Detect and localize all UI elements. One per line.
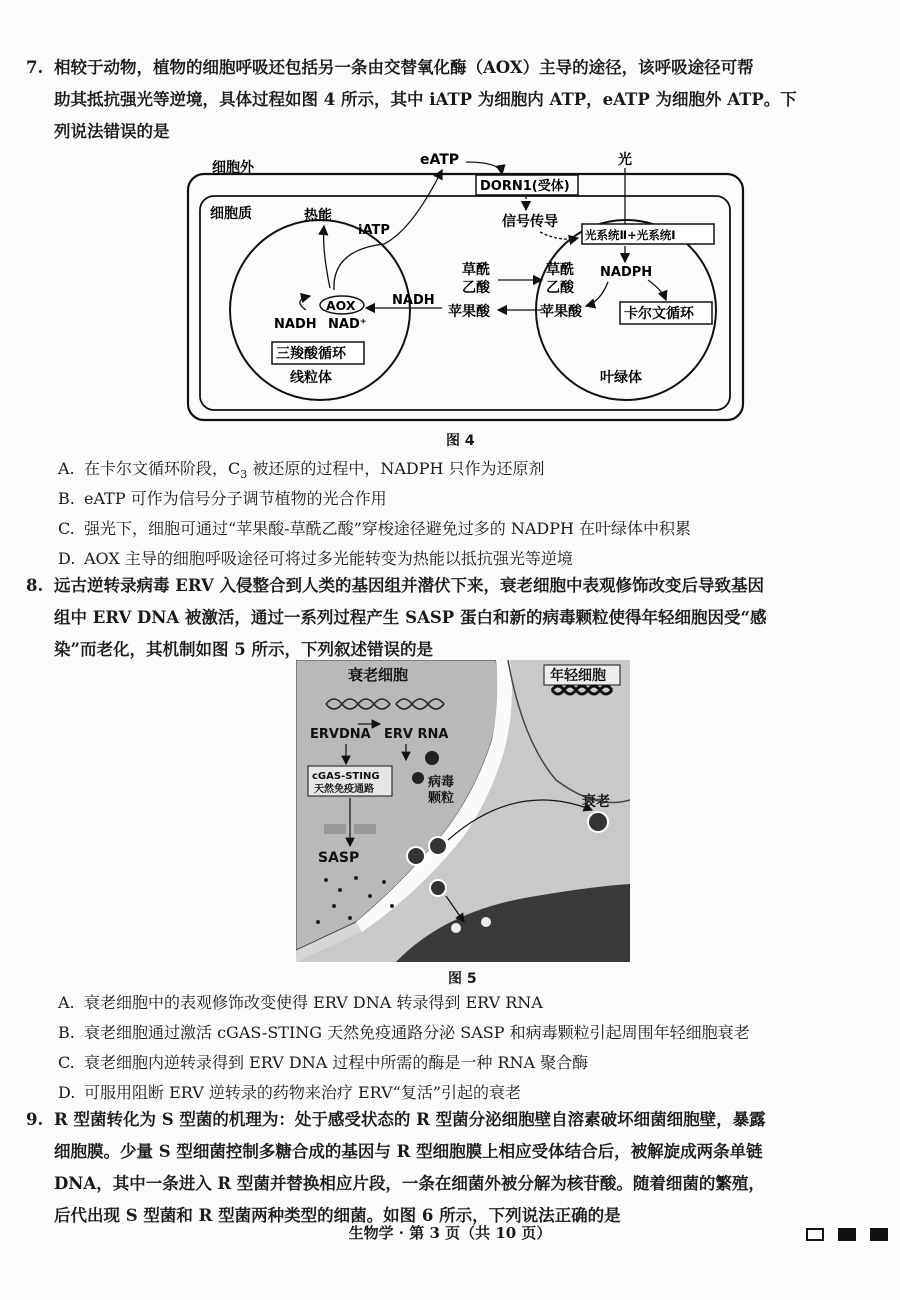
label-oaa-chl-2: 乙酸 <box>546 280 574 296</box>
question-number: 7. <box>26 58 44 77</box>
label-light: 光 <box>618 152 632 168</box>
label-outside: 细胞外 <box>212 160 254 176</box>
label-erv-rna: ERV RNA <box>384 727 449 742</box>
registration-mark-icon <box>806 1228 824 1241</box>
label-receptor: DORN1(受体) <box>480 179 570 194</box>
option-label: C. <box>58 519 75 538</box>
label-malate-mid: 苹果酸 <box>448 304 490 320</box>
option-text: AOX 主导的细胞呼吸途径可将过多光能转变为热能以抵抗强光等逆境 <box>84 549 573 568</box>
option-text-post: 被还原的过程中，NADPH 只作为还原剂 <box>247 459 545 478</box>
label-young-cell: 年轻细胞 <box>550 668 606 684</box>
question-9 <box>26 1104 882 1232</box>
label-pathway-2: 天然免疫通路 <box>314 784 374 795</box>
figure-5-diagram <box>296 660 630 962</box>
question-7 <box>26 52 882 148</box>
option-label: B. <box>58 489 75 508</box>
option-label: A. <box>58 459 75 478</box>
virus-particle-icon <box>425 751 439 765</box>
label-oaa-mid-1: 草酰 <box>462 262 490 278</box>
budding-virus-icon <box>429 837 447 855</box>
q7-option-b <box>58 484 387 514</box>
figure-5-caption: 图 5 <box>448 971 477 987</box>
label-aox: AOX <box>326 298 356 313</box>
label-senescent-cell: 衰老细胞 <box>348 666 409 684</box>
question-text-line: 相较于动物，植物的细胞呼吸还包括另一条由交替氧化酶（AOX）主导的途径，该呼吸途径可帮 <box>54 58 754 77</box>
option-text-sub: 3 <box>240 468 248 482</box>
question-text-line: 染”而老化，其机制如图 5 所示，下列叙述错误的是 <box>54 640 433 659</box>
question-text-line: 后代出现 S 型菌和 R 型菌两种类型的细菌。如图 6 所示，下列说法正确的是 <box>54 1206 621 1225</box>
label-aging: 衰老 <box>582 794 610 810</box>
q8-option-b <box>58 1018 750 1048</box>
page-footer: 生物学 · 第 3 页（共 10 页） <box>348 1224 552 1242</box>
registration-mark-icon <box>838 1228 856 1241</box>
option-text: 可服用阻断 ERV 逆转录的药物来治疗 ERV“复活”引起的衰老 <box>84 1083 522 1102</box>
label-signal: 信号传导 <box>502 214 558 230</box>
question-number: 9. <box>26 1110 44 1129</box>
label-heat: 热能 <box>304 208 332 224</box>
question-text-line: DNA，其中一条进入 R 型菌并替换相应片段，一条在细菌外被分解为核苷酸。随着细菌的繁殖， <box>54 1174 765 1193</box>
option-label: B. <box>58 1023 75 1042</box>
registration-mark-icon <box>870 1228 888 1241</box>
young-cell-virus-icon <box>588 812 608 832</box>
q8-option-c <box>58 1048 588 1078</box>
label-mitochondria: 线粒体 <box>290 370 332 386</box>
label-nadh-mid: NADH <box>392 293 435 308</box>
question-number: 8. <box>26 576 44 595</box>
label-nad-plus: NAD⁺ <box>328 317 367 332</box>
label-nadph: NADPH <box>600 265 653 280</box>
question-text-line: 细胞膜。少量 S 型细菌控制多糖合成的基因与 R 型细胞膜上相应受体结合后，被解旋成两条单链 <box>54 1142 763 1161</box>
option-text: 衰老细胞内逆转录得到 ERV DNA 过程中所需的酶是一种 RNA 聚合酶 <box>84 1053 589 1072</box>
label-chloroplast: 叶绿体 <box>600 370 642 386</box>
q8-option-a <box>58 988 543 1018</box>
option-label: D. <box>58 1083 76 1102</box>
option-text: 强光下，细胞可通过“苹果酸-草酰乙酸”穿梭途径避免过多的 NADPH 在叶绿体中积累 <box>84 519 692 538</box>
question-text-line: 助其抵抗强光等逆境，具体过程如图 4 所示，其中 iATP 为细胞内 ATP，eATP 为细胞外 ATP。下 <box>54 90 797 109</box>
label-tca: 三羧酸循环 <box>276 346 346 362</box>
label-virus-1: 病毒 <box>428 775 455 790</box>
label-sasp: SASP <box>318 850 360 866</box>
question-text-line: 列说法错误的是 <box>54 122 170 141</box>
label-nadh-left: NADH <box>274 317 317 332</box>
label-eatp: eATP <box>420 152 460 168</box>
option-text-pre: 在卡尔文循环阶段，C <box>84 459 241 478</box>
figure-4-diagram <box>180 150 760 430</box>
cell-wall-outer <box>188 174 743 420</box>
question-text-line: 组中 ERV DNA 被激活，通过一系列过程产生 SASP 蛋白和新的病毒颗粒使得年轻细胞因受“感 <box>54 608 767 627</box>
option-text: 衰老细胞通过激活 cGAS-STING 天然免疫通路分泌 SASP 和病毒颗粒引起周围年轻细胞衰老 <box>84 1023 750 1042</box>
label-oaa-chl-1: 草酰 <box>546 262 574 278</box>
question-text-line: R 型菌转化为 S 型菌的机理为：处于感受状态的 R 型菌分泌细胞壁自溶素破坏细菌细胞壁，暴露 <box>54 1110 766 1129</box>
figure-4-caption: 图 4 <box>446 433 475 449</box>
label-oaa-mid-2: 乙酸 <box>462 280 490 296</box>
q7-option-c <box>58 514 691 544</box>
option-text: 衰老细胞中的表观修饰改变使得 ERV DNA 转录得到 ERV RNA <box>84 993 543 1012</box>
option-label: A. <box>58 993 75 1012</box>
question-8 <box>26 570 882 666</box>
question-text-line: 远古逆转录病毒 ERV 入侵整合到人类的基因组并潜伏下来，衰老细胞中表观修饰改变后导致基因 <box>54 576 764 595</box>
option-label: D. <box>58 549 76 568</box>
registration-marks <box>806 1228 888 1241</box>
label-photosystems: 光系统Ⅱ+光系统Ⅰ <box>585 228 676 242</box>
option-text: eATP 可作为信号分子调节植物的光合作用 <box>84 489 387 508</box>
label-cytoplasm: 细胞质 <box>210 206 252 222</box>
label-pathway-1: cGAS-STING <box>312 771 380 782</box>
label-erv-dna: ERVDNA <box>310 727 371 742</box>
option-label: C. <box>58 1053 75 1072</box>
label-virus-2: 颗粒 <box>428 791 455 806</box>
label-iatp: iATP <box>358 223 390 238</box>
gene-icon <box>324 824 346 834</box>
label-malate-chl: 苹果酸 <box>540 304 582 320</box>
label-calvin: 卡尔文循环 <box>624 306 694 322</box>
